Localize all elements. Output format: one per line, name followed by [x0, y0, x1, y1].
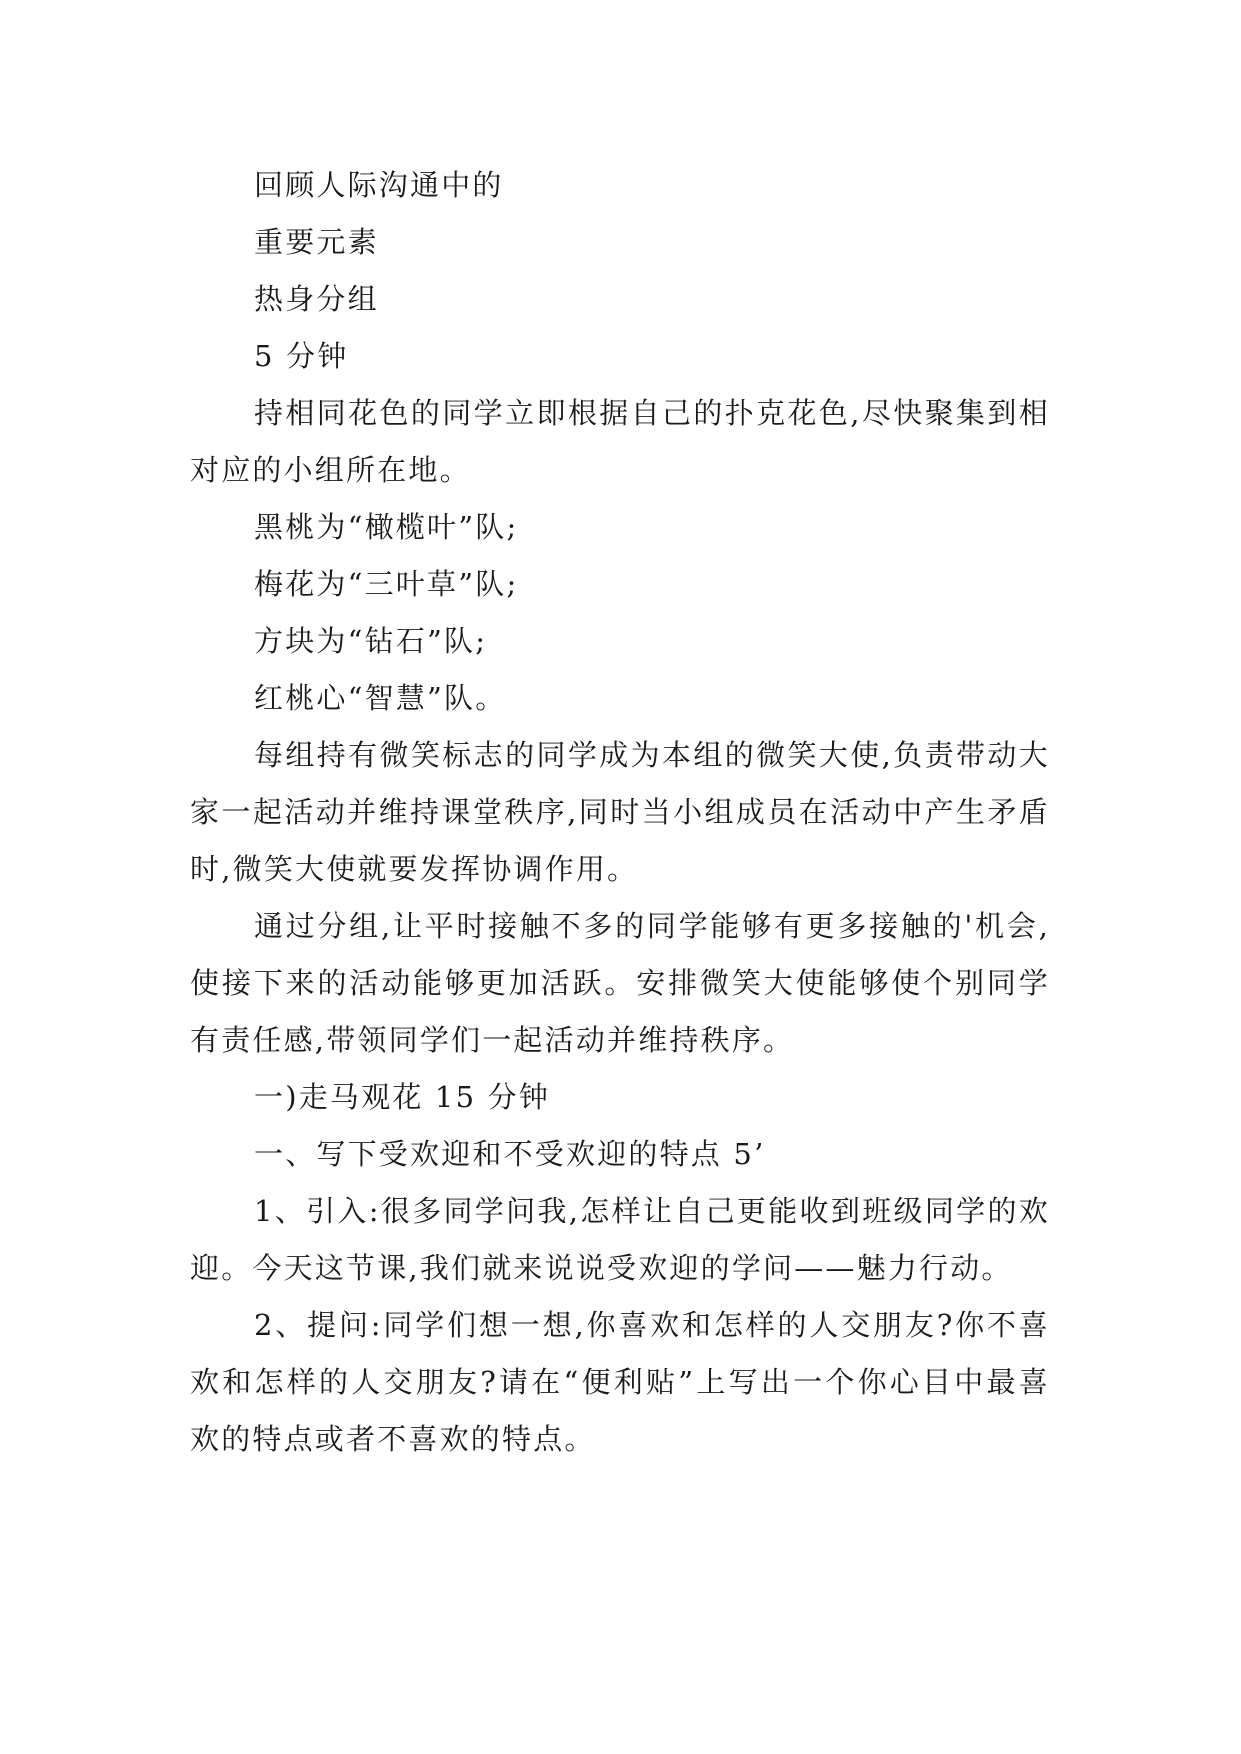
- paragraph-warmup-title: 热身分组: [254, 282, 379, 316]
- paragraph-team-hearts: 红桃心“智慧”队。: [254, 681, 507, 715]
- paragraph-team-clubs: 梅花为“三叶草”队;: [254, 567, 519, 601]
- paragraph-team-spades: 黑桃为“橄榄叶”队;: [254, 510, 519, 544]
- paragraph-review-heading-2: 重要元素: [254, 225, 379, 259]
- paragraph-smile-ambassador: 每组持有微笑标志的同学成为本组的微笑大使,负责带动大家一起活动并维持课堂秩序,同时当小组成员在活动中产生矛盾时,微笑大使就要发挥协调作用。: [190, 738, 1050, 886]
- paragraph-grouping-instruction: 持相同花色的同学立即根据自己的扑克花色,尽快聚集到相对应的小组所在地。: [190, 396, 1050, 487]
- paragraph-step-question: 2、提问:同学们想一想,你喜欢和怎样的人交朋友?你不喜欢和怎样的人交朋友?请在“便利贴”上写出一个你心目中最喜欢的特点或者不喜欢的特点。: [190, 1308, 1050, 1456]
- paragraph-team-diamonds: 方块为“钻石”队;: [254, 624, 488, 658]
- paragraph-warmup-duration: 5 分钟: [254, 339, 349, 373]
- paragraph-activity-one: 一、写下受欢迎和不受欢迎的特点 5’: [254, 1137, 766, 1171]
- paragraph-section-one: 一)走马观花 15 分钟: [254, 1080, 551, 1114]
- paragraph-step-introduction: 1、引入:很多同学问我,怎样让自己更能收到班级同学的欢迎。今天这节课,我们就来说说受欢迎的学问——魅力行动。: [190, 1194, 1050, 1285]
- paragraph-review-heading-1: 回顾人际沟通中的: [254, 168, 504, 202]
- paragraph-grouping-purpose: 通过分组,让平时接触不多的同学能够有更多接触的'机会,使接下来的活动能够更加活跃。安排微笑大使能够使个别同学有责任感,带领同学们一起活动并维持秩序。: [190, 909, 1050, 1057]
- document-body: [190, 157, 1050, 1468]
